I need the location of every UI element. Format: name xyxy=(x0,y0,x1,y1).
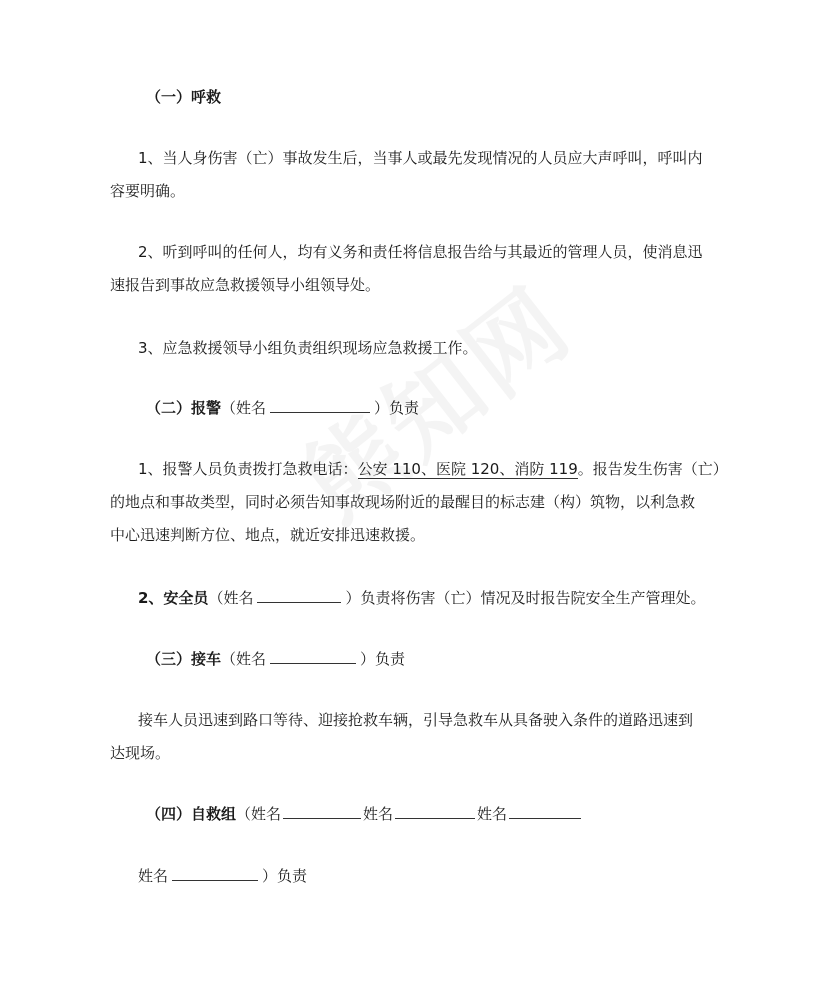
alarm-name-blank[interactable] xyxy=(270,398,370,413)
section2-item1-line2: 的地点和事故类型，同时必须告知事故现场附近的最醒目的标志建（构）筑物，以利急救 xyxy=(110,493,696,511)
section3-name-open: （姓名 xyxy=(221,650,267,668)
section1-item1-line1: 1、当人身伤害（亡）事故发生后，当事人或最先发现情况的人员应大声呼叫，呼叫内 xyxy=(138,149,703,167)
section2-item1-line1 xyxy=(138,459,728,479)
section1-item1-line2: 容要明确。 xyxy=(110,182,186,200)
section2-item2-name-open: （姓名 xyxy=(208,589,254,607)
section4-heading-line xyxy=(146,804,583,824)
section2-item1-prefix: 1、报警人员负责拨打急救电话： xyxy=(138,460,358,478)
self-rescue-name-blank-4[interactable] xyxy=(172,866,258,881)
section4-name-open: （姓名 xyxy=(236,805,282,823)
pickup-name-blank[interactable] xyxy=(270,649,356,664)
section3-close: ）负责 xyxy=(360,650,406,668)
section2-item2-line xyxy=(138,588,705,608)
section2-close: ）负责 xyxy=(374,399,420,417)
safety-officer-name-blank[interactable] xyxy=(257,588,341,603)
section2-item2-suffix: ）负责将伤害（亡）情况及时报告院安全生产管理处。 xyxy=(345,589,706,607)
section4-close: ）负责 xyxy=(262,867,308,885)
self-rescue-name-blank-3[interactable] xyxy=(509,804,581,819)
section3-body-line1: 接车人员迅速到路口等待、迎接抢救车辆，引导急救车从具备驶入条件的道路迅速到 xyxy=(138,711,694,729)
section4-name-label-2: 姓名 xyxy=(363,805,394,823)
section2-name-open: （姓名 xyxy=(221,399,267,417)
section2-item2-label: 2、安全员 xyxy=(138,589,209,607)
section3-heading-line xyxy=(146,649,405,669)
section2-heading: （二）报警 xyxy=(146,399,222,417)
section4-line2 xyxy=(138,866,307,886)
self-rescue-name-blank-1[interactable] xyxy=(283,804,361,819)
self-rescue-name-blank-2[interactable] xyxy=(395,804,475,819)
section1-item2-line1: 2、听到呼叫的任何人，均有义务和责任将信息报告给与其最近的管理人员，使消息迅 xyxy=(138,243,703,261)
section4-heading: （四）自救组 xyxy=(146,805,237,823)
section3-heading: （三）接车 xyxy=(146,650,222,668)
section2-heading-line xyxy=(146,398,419,418)
section1-heading: （一）呼救 xyxy=(146,88,222,106)
section4-name-label-3: 姓名 xyxy=(477,805,508,823)
section1-item2-line2: 速报告到事故应急救援领导小组领导处。 xyxy=(110,276,381,294)
section1-item3: 3、应急救援领导小组负责组织现场应急救援工作。 xyxy=(138,339,478,357)
section4-name-label-4: 姓名 xyxy=(138,867,169,885)
section2-item1-line3: 中心迅速判断方位、地点，就近安排迅速救援。 xyxy=(110,526,426,544)
section2-item1-suffix: 。报告发生伤害（亡） xyxy=(577,460,728,478)
emergency-numbers: 公安 110、医院 120、消防 119 xyxy=(357,460,578,478)
section3-body-line2: 达现场。 xyxy=(110,744,171,762)
